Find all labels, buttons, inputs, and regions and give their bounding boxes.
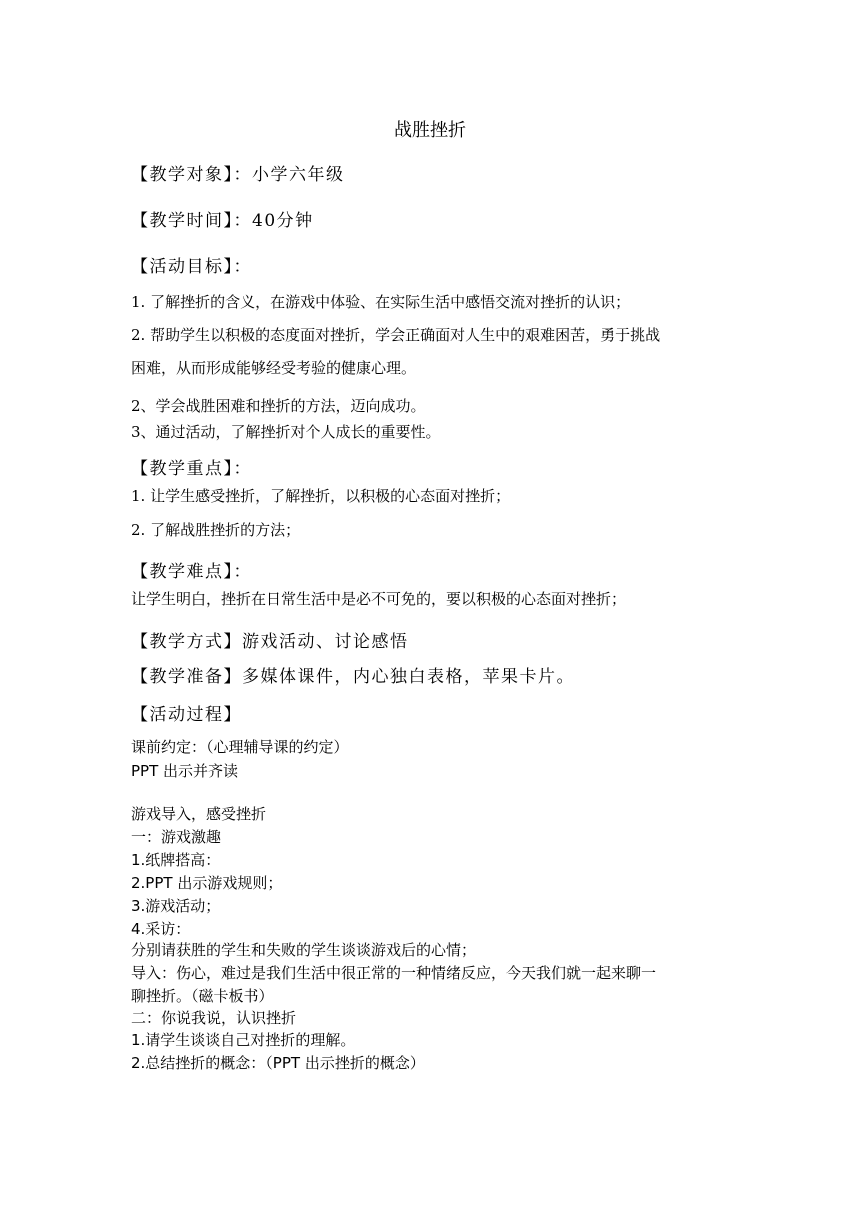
goal-item: 3、通过活动，了解挫折对个人成长的重要性。 (131, 423, 441, 441)
key-point-item: 2. 了解战胜挫折的方法； (131, 521, 301, 539)
difficulty-heading: 【教学难点】： (131, 562, 252, 582)
goal-item: 2、学会战胜困难和挫折的方法，迈向成功。 (131, 397, 426, 415)
key-point-heading: 【教学重点】： (131, 459, 252, 479)
teaching-preparation: 【教学准备】多媒体课件，内心独白表格，苹果卡片。 (131, 667, 575, 687)
process-line: 2.PPT 出示游戏规则； (131, 874, 283, 892)
process-line: 聊挫折。（磁卡板书） (131, 987, 274, 1005)
goal-item: 2. 帮助学生以积极的态度面对挫折，学会正确面对人生中的艰难困苦，勇于挑战 (131, 326, 661, 344)
difficulty-text: 让学生明白，挫折在日常生活中是必不可免的，要以积极的心态面对挫折； (131, 590, 627, 608)
process-line: 分别请获胜的学生和失败的学生谈谈游戏后的心情； (131, 941, 477, 959)
key-point-item: 1. 让学生感受挫折，了解挫折，以积极的心态面对挫折； (131, 487, 511, 505)
process-line: 游戏导入，感受挫折 (131, 805, 267, 823)
goal-item: 困难，从而形成能够经受考验的健康心理。 (131, 359, 417, 377)
process-line: 1.纸牌搭高： (131, 851, 221, 869)
process-line: 1.请学生谈谈自己对挫折的理解。 (131, 1031, 356, 1049)
teaching-target: 【教学对象】：小学六年级 (131, 165, 345, 185)
activity-goal-heading: 【活动目标】： (131, 257, 252, 277)
process-line: 课前约定：（心理辅导课的约定） (131, 738, 349, 756)
process-line: 4.采访： (131, 920, 191, 938)
teaching-method: 【教学方式】游戏活动、讨论感悟 (131, 632, 409, 652)
process-line: 一：游戏激趣 (131, 828, 222, 846)
process-line: 二：你说我说，认识挫折 (131, 1009, 297, 1027)
process-line: 3.游戏活动； (131, 897, 221, 915)
goal-item: 1. 了解挫折的含义，在游戏中体验、在实际生活中感悟交流对挫折的认识； (131, 293, 631, 311)
teaching-time: 【教学时间】：40分钟 (131, 211, 314, 231)
document-title: 战胜挫折 (394, 120, 466, 141)
process-line: PPT 出示并齐读 (131, 762, 239, 780)
process-line: 2.总结挫折的概念：（PPT 出示挫折的概念） (131, 1054, 425, 1072)
process-heading: 【活动过程】 (131, 705, 242, 725)
process-line: 导入：伤心，难过是我们生活中很正常的一种情绪反应，今天我们就一起来聊一 (131, 964, 657, 982)
